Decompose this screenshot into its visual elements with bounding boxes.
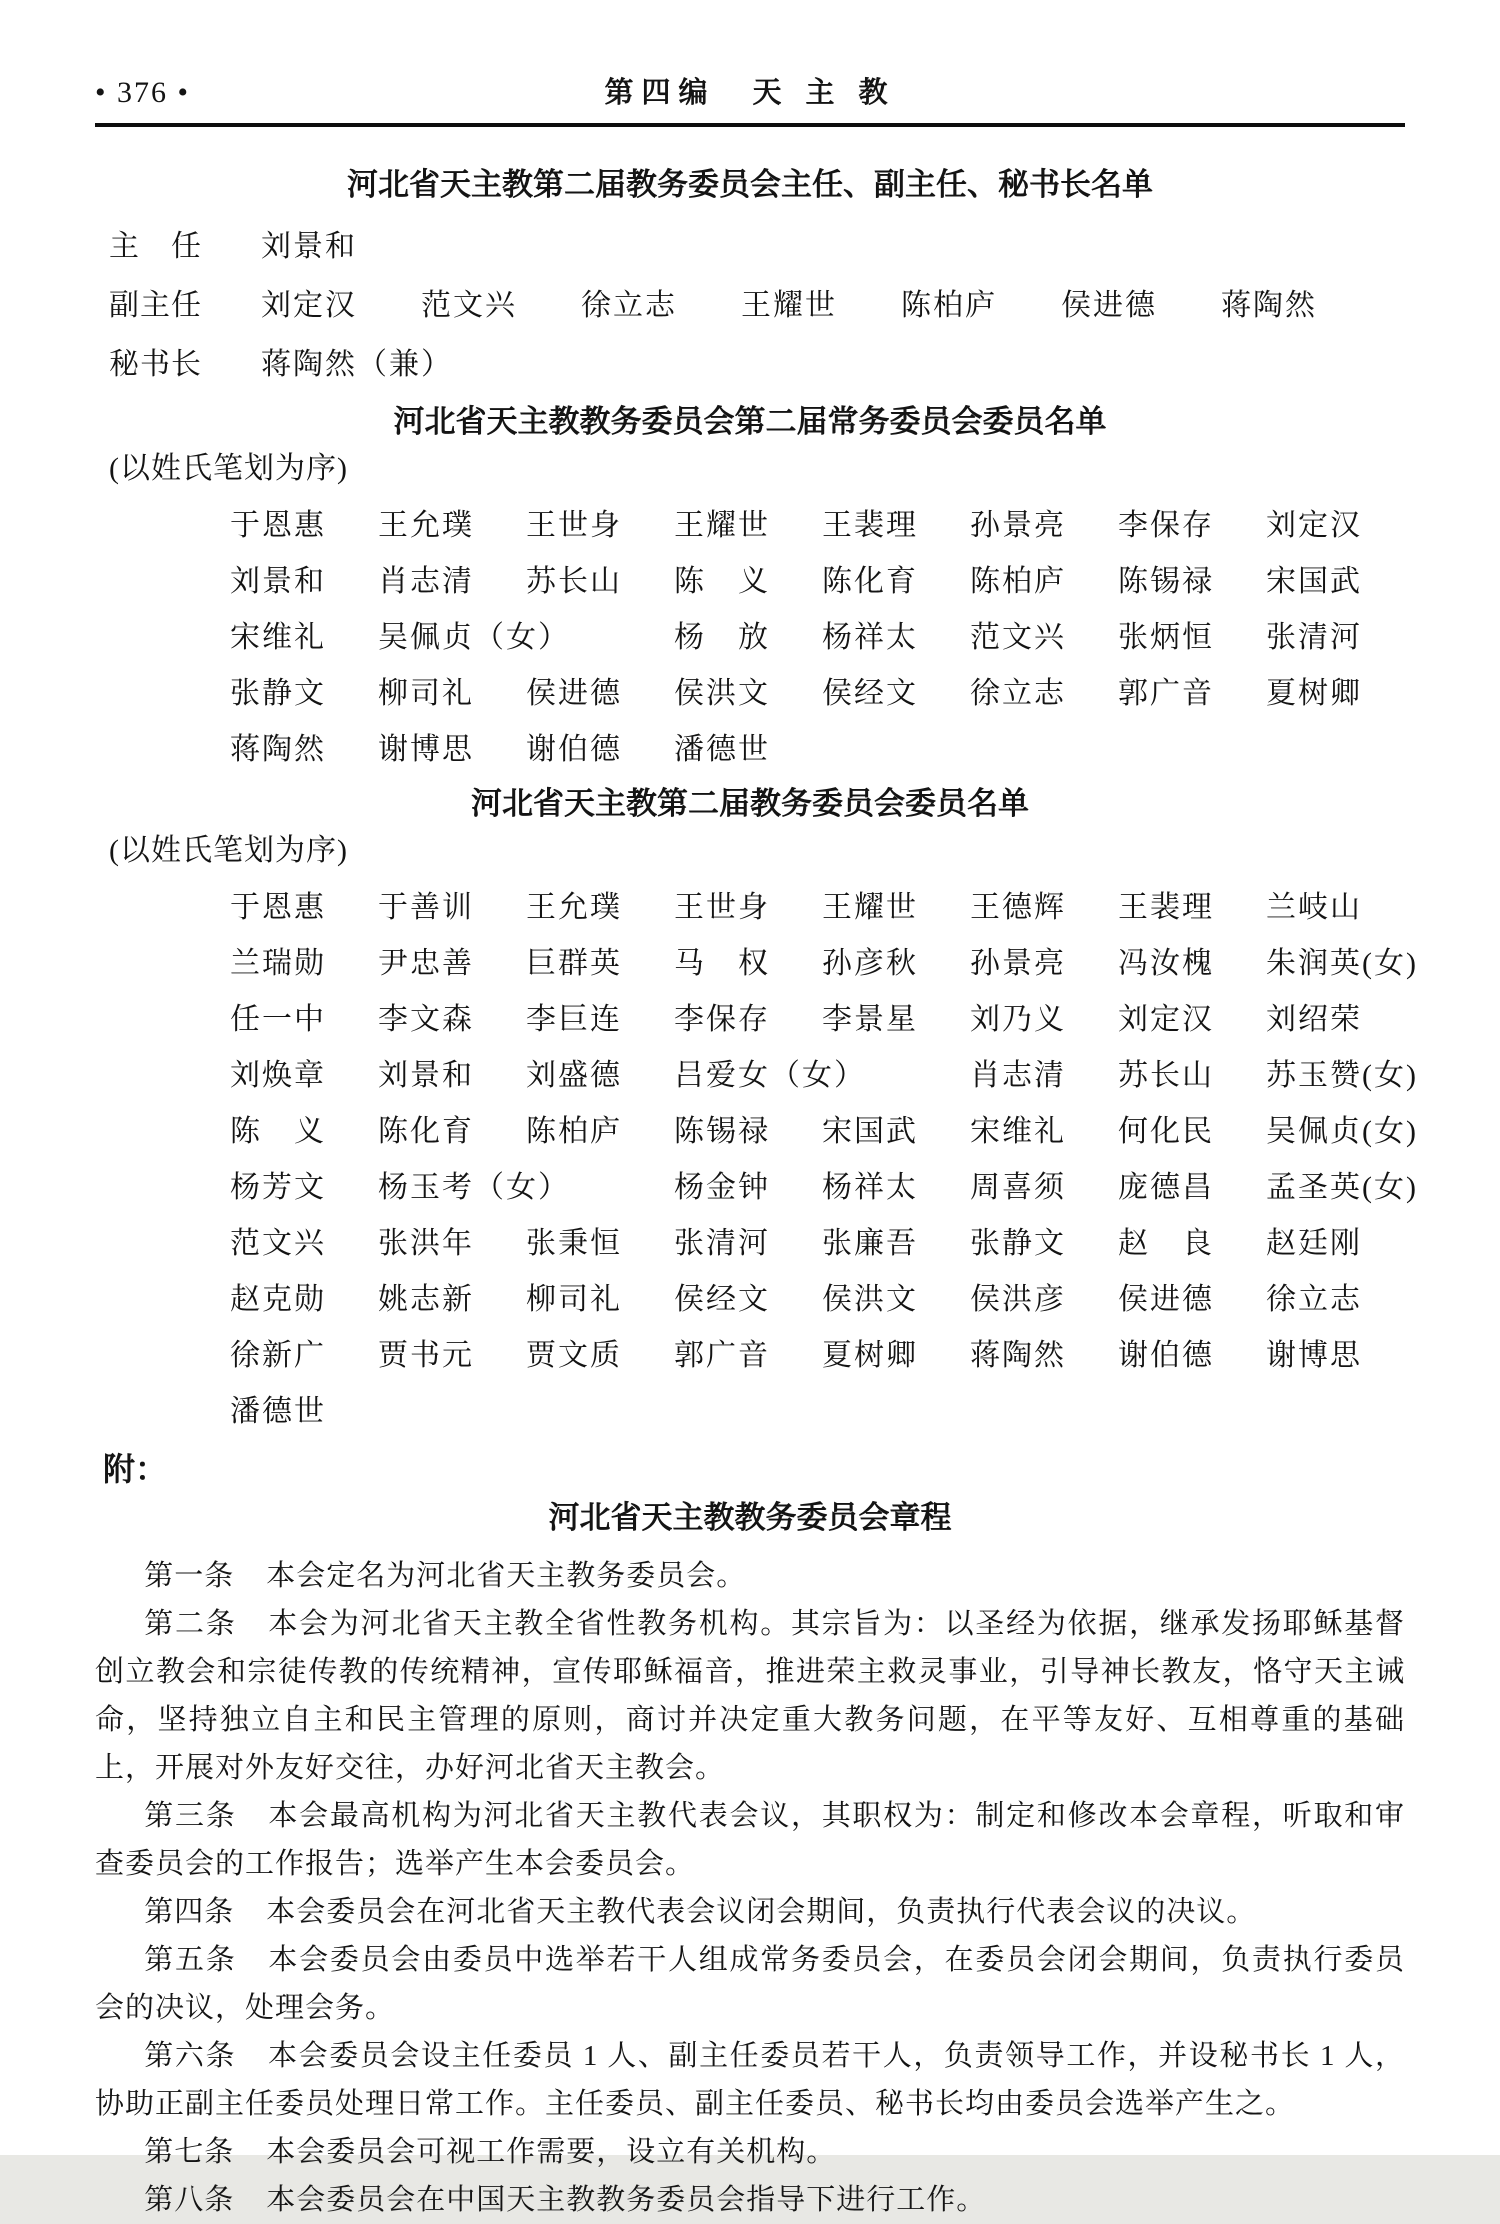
person-name: 郭广音 xyxy=(1118,677,1214,710)
person-name: 张静文 xyxy=(230,677,326,710)
person-name: 杨祥太 xyxy=(822,621,918,654)
person-name: 周喜须 xyxy=(970,1171,1066,1204)
appendix-label: 附： xyxy=(103,1451,168,1487)
person-name: 兰岐山 xyxy=(1266,891,1362,924)
person-name: 蒋陶然 xyxy=(1221,289,1317,322)
article-number-label: 第七条 xyxy=(144,2136,235,2168)
article-number-label: 第三条 xyxy=(144,1800,237,1832)
person-name: 贾文质 xyxy=(526,1339,622,1372)
person-name: 范文兴 xyxy=(421,289,517,322)
person-name: 侯洪彦 xyxy=(970,1283,1066,1316)
person-name: 陈锡禄 xyxy=(1118,565,1214,598)
person-name: 姚志新 xyxy=(378,1283,474,1316)
name-row xyxy=(230,880,1405,936)
person-name: 刘绍荣 xyxy=(1266,1003,1362,1036)
person-name: 吴佩贞(女) xyxy=(1266,1115,1418,1148)
person-name: 徐立志 xyxy=(970,677,1066,710)
article-text: 本会委员会在河北省天主教代表会议闭会期间，负责执行代表会议的决议。 xyxy=(266,1896,1257,1928)
article-number-label: 第二条 xyxy=(144,1608,237,1640)
person-name: 宋国武 xyxy=(822,1115,918,1148)
name-row xyxy=(230,722,1405,778)
person-name: 陈柏庐 xyxy=(901,289,997,322)
person-name: 赵 良 xyxy=(1118,1227,1214,1260)
person-name: 郭广音 xyxy=(674,1339,770,1372)
person-name: 蒋陶然 xyxy=(230,733,326,766)
person-name: 谢博思 xyxy=(378,733,474,766)
name-row xyxy=(230,936,1418,992)
person-name: 侯经文 xyxy=(674,1283,770,1316)
person-name: 范文兴 xyxy=(970,621,1066,654)
person-name: 张廉吾 xyxy=(822,1227,918,1260)
person-name: 张洪年 xyxy=(378,1227,474,1260)
person-name: 王裴理 xyxy=(1118,891,1214,924)
person-name: 于善训 xyxy=(378,891,474,924)
person-name: 陈化育 xyxy=(822,565,918,598)
name-row xyxy=(230,1216,1405,1272)
charter-article xyxy=(95,1600,1405,1792)
charter-articles xyxy=(95,1552,1405,2224)
person-name: 柳司礼 xyxy=(378,677,474,710)
person-name: 王耀世 xyxy=(674,509,770,542)
officer-names xyxy=(261,217,357,276)
page-header xyxy=(95,70,1405,111)
person-name: 蒋陶然（兼） xyxy=(261,348,453,381)
person-name: 于恩惠 xyxy=(230,509,326,542)
person-name: 谢伯德 xyxy=(1118,1339,1214,1372)
officer-row xyxy=(95,217,1405,276)
person-name: 侯经文 xyxy=(822,677,918,710)
charter-article xyxy=(95,2032,1405,2128)
person-name: 兰瑞勋 xyxy=(230,947,326,980)
person-name: 李保存 xyxy=(674,1003,770,1036)
committee-name-grid xyxy=(230,880,1418,1440)
officer-row xyxy=(95,276,1405,335)
person-name: 王允璞 xyxy=(378,509,474,542)
person-name: 刘定汉 xyxy=(1118,1003,1214,1036)
article-text: 本会最高机构为河北省天主教代表会议，其职权为：制定和修改本会章程，听取和审查委员会的工作报告；选举产生本会委员会。 xyxy=(95,1800,1405,1880)
person-name: 潘德世 xyxy=(230,1395,326,1428)
name-row xyxy=(230,1328,1405,1384)
person-name: 李巨连 xyxy=(526,1003,622,1036)
person-name: 侯洪文 xyxy=(822,1283,918,1316)
charter-article xyxy=(95,1792,1405,1888)
standing-committee-name-grid xyxy=(230,498,1405,778)
person-name: 何化民 xyxy=(1118,1115,1214,1148)
person-name: 谢伯德 xyxy=(526,733,622,766)
person-name: 赵廷刚 xyxy=(1266,1227,1362,1260)
person-name: 张炳恒 xyxy=(1118,621,1214,654)
person-name: 孙景亮 xyxy=(970,947,1066,980)
charter-article xyxy=(95,2128,1405,2176)
person-name: 王德辉 xyxy=(970,891,1066,924)
person-name: 王耀世 xyxy=(741,289,837,322)
article-text: 本会为河北省天主教全省性教务机构。其宗旨为：以圣经为依据，继承发扬耶稣基督创立教会和宗徒传教的传统精神，宣传耶稣福音，推进荣主救灵事业，引导神长教友，恪守天主诫命，坚持独立自主和民主管理的原则，商讨并决定重大教务问题，在平等友好、互相尊重的基础上，开展对外友好交往，办好河北省天主教会。 xyxy=(95,1608,1405,1784)
charter-article xyxy=(95,1888,1405,1936)
person-name: 贾书元 xyxy=(378,1339,474,1372)
person-name: 侯进德 xyxy=(1118,1283,1214,1316)
officer-role-label: 主 任 xyxy=(109,230,202,263)
person-name: 柳司礼 xyxy=(526,1283,622,1316)
article-text: 本会委员会由委员中选举若干人组成常务委员会，在委员会闭会期间，负责执行委员会的决议，处理会务。 xyxy=(95,1944,1405,2024)
person-name: 徐新广 xyxy=(230,1339,326,1372)
person-name: 宋维礼 xyxy=(230,621,326,654)
name-row xyxy=(230,1160,1418,1216)
officer-names xyxy=(261,335,453,394)
person-name: 巨群英 xyxy=(526,947,622,980)
person-name: 夏树卿 xyxy=(822,1339,918,1372)
charter-article xyxy=(95,2176,1405,2224)
name-row xyxy=(230,554,1405,610)
article-number-label: 第六条 xyxy=(144,2040,237,2072)
article-text: 本会委员会在中国天主教教务委员会指导下进行工作。 xyxy=(266,2184,987,2216)
person-name: 刘焕章 xyxy=(230,1059,326,1092)
name-row xyxy=(230,992,1405,1048)
person-name: 陈化育 xyxy=(378,1115,474,1148)
person-name: 陈 义 xyxy=(674,565,770,598)
person-name: 王允璞 xyxy=(526,891,622,924)
person-name: 于恩惠 xyxy=(230,891,326,924)
charter-title: 河北省天主教教务委员会章程 xyxy=(548,1500,952,1535)
person-name: 吴佩贞（女） xyxy=(378,621,570,654)
officer-role-label: 副主任 xyxy=(109,289,202,322)
charter-article xyxy=(95,1936,1405,2032)
person-name: 王裴理 xyxy=(822,509,918,542)
officer-names xyxy=(261,276,1317,335)
person-name: 苏长山 xyxy=(1118,1059,1214,1092)
person-name: 苏玉赞(女) xyxy=(1266,1059,1418,1092)
person-name: 朱润英(女) xyxy=(1266,947,1418,980)
person-name: 孟圣英(女) xyxy=(1266,1171,1418,1204)
person-name: 尹忠善 xyxy=(378,947,474,980)
person-name: 刘乃义 xyxy=(970,1003,1066,1036)
name-row xyxy=(230,1384,1405,1440)
name-row xyxy=(230,1048,1418,1104)
person-name: 潘德世 xyxy=(674,733,770,766)
article-number-label: 第一条 xyxy=(144,1560,235,1592)
name-row xyxy=(230,498,1405,554)
article-number-label: 第五条 xyxy=(144,1944,237,1976)
person-name: 孙彦秋 xyxy=(822,947,918,980)
name-row xyxy=(230,1272,1405,1328)
standing-committee-title: 河北省天主教教务委员会第二届常务委员会委员名单 xyxy=(393,404,1107,439)
person-name: 吕爱女（女） xyxy=(674,1059,866,1092)
person-name: 杨祥太 xyxy=(822,1171,918,1204)
person-name: 刘定汉 xyxy=(1266,509,1362,542)
person-name: 王世身 xyxy=(526,509,622,542)
person-name: 任一中 xyxy=(230,1003,326,1036)
person-name: 王世身 xyxy=(674,891,770,924)
person-name: 刘盛德 xyxy=(526,1059,622,1092)
person-name: 夏树卿 xyxy=(1266,677,1362,710)
name-row xyxy=(230,610,1405,666)
officer-row xyxy=(95,335,1405,394)
person-name: 杨玉考（女） xyxy=(378,1171,570,1204)
person-name: 马 权 xyxy=(674,947,770,980)
person-name: 刘景和 xyxy=(230,565,326,598)
person-name: 冯汝槐 xyxy=(1118,947,1214,980)
person-name: 宋国武 xyxy=(1266,565,1362,598)
person-name: 张静文 xyxy=(970,1227,1066,1260)
officers-rows xyxy=(95,217,1405,394)
person-name: 范文兴 xyxy=(230,1227,326,1260)
person-name: 赵克勋 xyxy=(230,1283,326,1316)
charter-article xyxy=(95,1552,1405,1600)
person-name: 刘景和 xyxy=(261,230,357,263)
name-row xyxy=(230,666,1405,722)
person-name: 张秉恒 xyxy=(526,1227,622,1260)
person-name: 肖志清 xyxy=(970,1059,1066,1092)
person-name: 张清河 xyxy=(674,1227,770,1260)
person-name: 刘定汉 xyxy=(261,289,357,322)
person-name: 杨芳文 xyxy=(230,1171,326,1204)
person-name: 宋维礼 xyxy=(970,1115,1066,1148)
person-name: 谢博思 xyxy=(1266,1339,1362,1372)
standing-committee-note: (以姓氏笔划为序) xyxy=(109,452,348,485)
person-name: 孙景亮 xyxy=(970,509,1066,542)
committee-note: (以姓氏笔划为序) xyxy=(109,834,348,867)
person-name: 陈柏庐 xyxy=(526,1115,622,1148)
article-text: 本会委员会可视工作需要，设立有关机构。 xyxy=(266,2136,837,2168)
header-divider xyxy=(95,123,1405,127)
person-name: 刘景和 xyxy=(378,1059,474,1092)
person-name: 李景星 xyxy=(822,1003,918,1036)
person-name: 侯进德 xyxy=(526,677,622,710)
officers-list-title: 河北省天主教第二届教务委员会主任、副主任、秘书长名单 xyxy=(347,167,1153,202)
person-name: 陈柏庐 xyxy=(970,565,1066,598)
running-section-title: 第四编 天 主 教 xyxy=(604,77,896,109)
person-name: 张清河 xyxy=(1266,621,1362,654)
officer-role-label: 秘书长 xyxy=(109,348,202,381)
article-number-label: 第四条 xyxy=(144,1896,235,1928)
person-name: 陈锡禄 xyxy=(674,1115,770,1148)
committee-title: 河北省天主教第二届教务委员会委员名单 xyxy=(471,786,1029,821)
article-text: 本会委员会设主任委员 1 人、副主任委员若干人，负责领导工作，并设秘书长 1 人，协助正副主任委员处理日常工作。主任委员、副主任委员、秘书长均由委员会选举产生之。 xyxy=(95,2040,1405,2120)
article-number-label: 第八条 xyxy=(144,2184,235,2216)
article-text: 本会定名为河北省天主教务委员会。 xyxy=(266,1560,747,1592)
person-name: 王耀世 xyxy=(822,891,918,924)
person-name: 陈 义 xyxy=(230,1115,326,1148)
person-name: 杨金钟 xyxy=(674,1171,770,1204)
person-name: 侯进德 xyxy=(1061,289,1157,322)
person-name: 苏长山 xyxy=(526,565,622,598)
page-number: • 376 • xyxy=(95,76,191,109)
person-name: 徐立志 xyxy=(581,289,677,322)
person-name: 庞德昌 xyxy=(1118,1171,1214,1204)
person-name: 李文森 xyxy=(378,1003,474,1036)
person-name: 肖志清 xyxy=(378,565,474,598)
person-name: 徐立志 xyxy=(1266,1283,1362,1316)
person-name: 杨 放 xyxy=(674,621,770,654)
person-name: 李保存 xyxy=(1118,509,1214,542)
name-row xyxy=(230,1104,1418,1160)
person-name: 蒋陶然 xyxy=(970,1339,1066,1372)
person-name: 侯洪文 xyxy=(674,677,770,710)
